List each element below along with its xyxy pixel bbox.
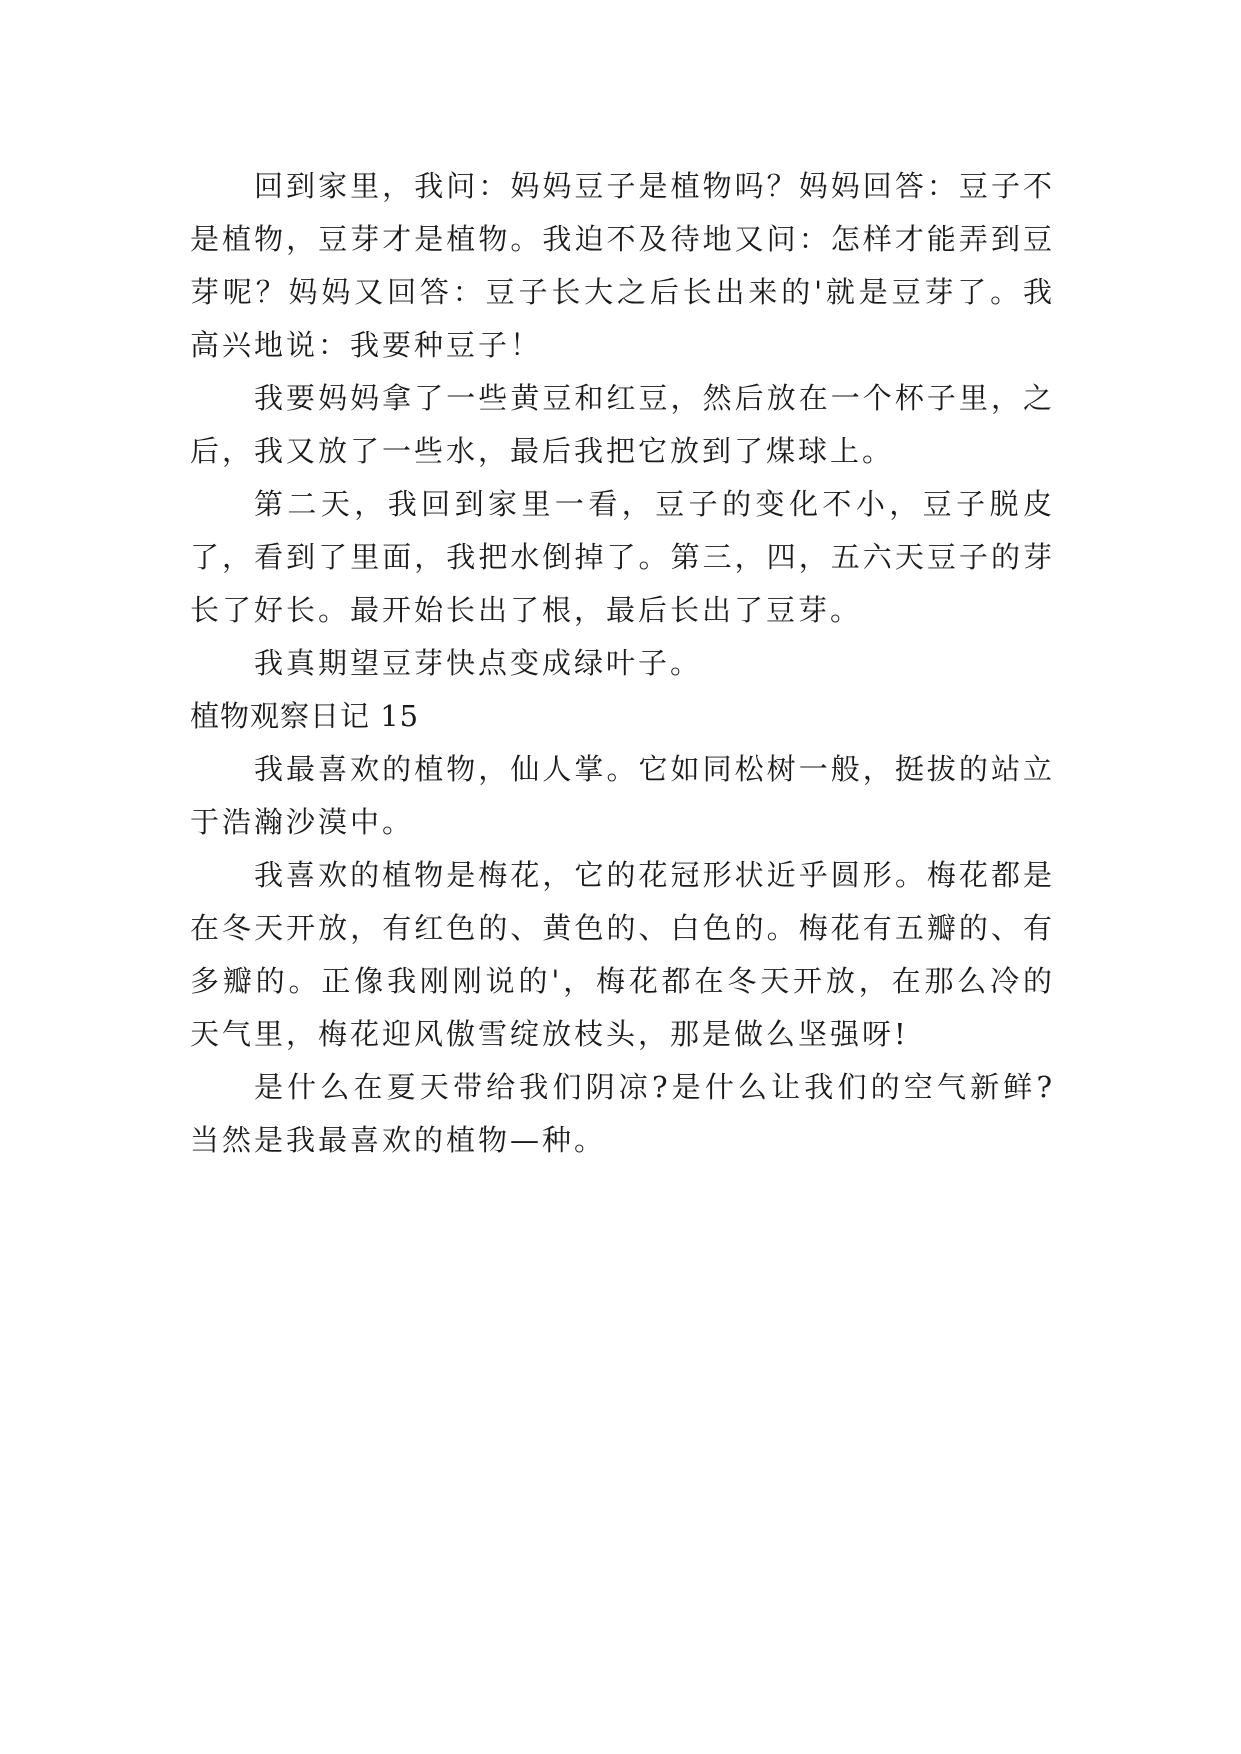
- section-title: 植物观察日记 15: [190, 699, 420, 733]
- paragraph-cactus: 我最喜欢的植物，仙人掌。它如同松树一般，挺拔的站立于浩瀚沙漠中。: [190, 752, 1055, 839]
- paragraph-beans-cup: 我要妈妈拿了一些黄豆和红豆，然后放在一个杯子里，之后，我又放了一些水，最后我把它放到了煤球上。: [190, 381, 1055, 468]
- paragraph-plum-blossom: 我喜欢的植物是梅花，它的花冠形状近乎圆形。梅花都是在冬天开放，有红色的、黄色的、白色的。梅花有五瓣的、有多瓣的。正像我刚刚说的'，梅花都在冬天开放，在那么冷的天气里，梅花迎风傲雪绽放枝头，那是做么坚强呀!: [190, 858, 1055, 1051]
- paragraph-summer-shade: 是什么在夏天带给我们阴凉?是什么让我们的空气新鲜?当然是我最喜欢的植物—种。: [190, 1070, 1055, 1157]
- paragraph-hope: 我真期望豆芽快点变成绿叶子。: [254, 646, 703, 680]
- paragraph-second-day: 第二天，我回到家里一看，豆子的变化不小，豆子脱皮了，看到了里面，我把水倒掉了。第三，四，五六天豆子的芽长了好长。最开始长出了根，最后长出了豆芽。: [190, 487, 1055, 627]
- document-body: [190, 160, 1055, 1167]
- paragraph-go-home: 回到家里，我问：妈妈豆子是植物吗？妈妈回答：豆子不是植物，豆芽才是植物。我迫不及待地又问：怎样才能弄到豆芽呢？妈妈又回答：豆子长大之后长出来的'就是豆芽了。我高兴地说：我要种豆子！: [190, 169, 1055, 362]
